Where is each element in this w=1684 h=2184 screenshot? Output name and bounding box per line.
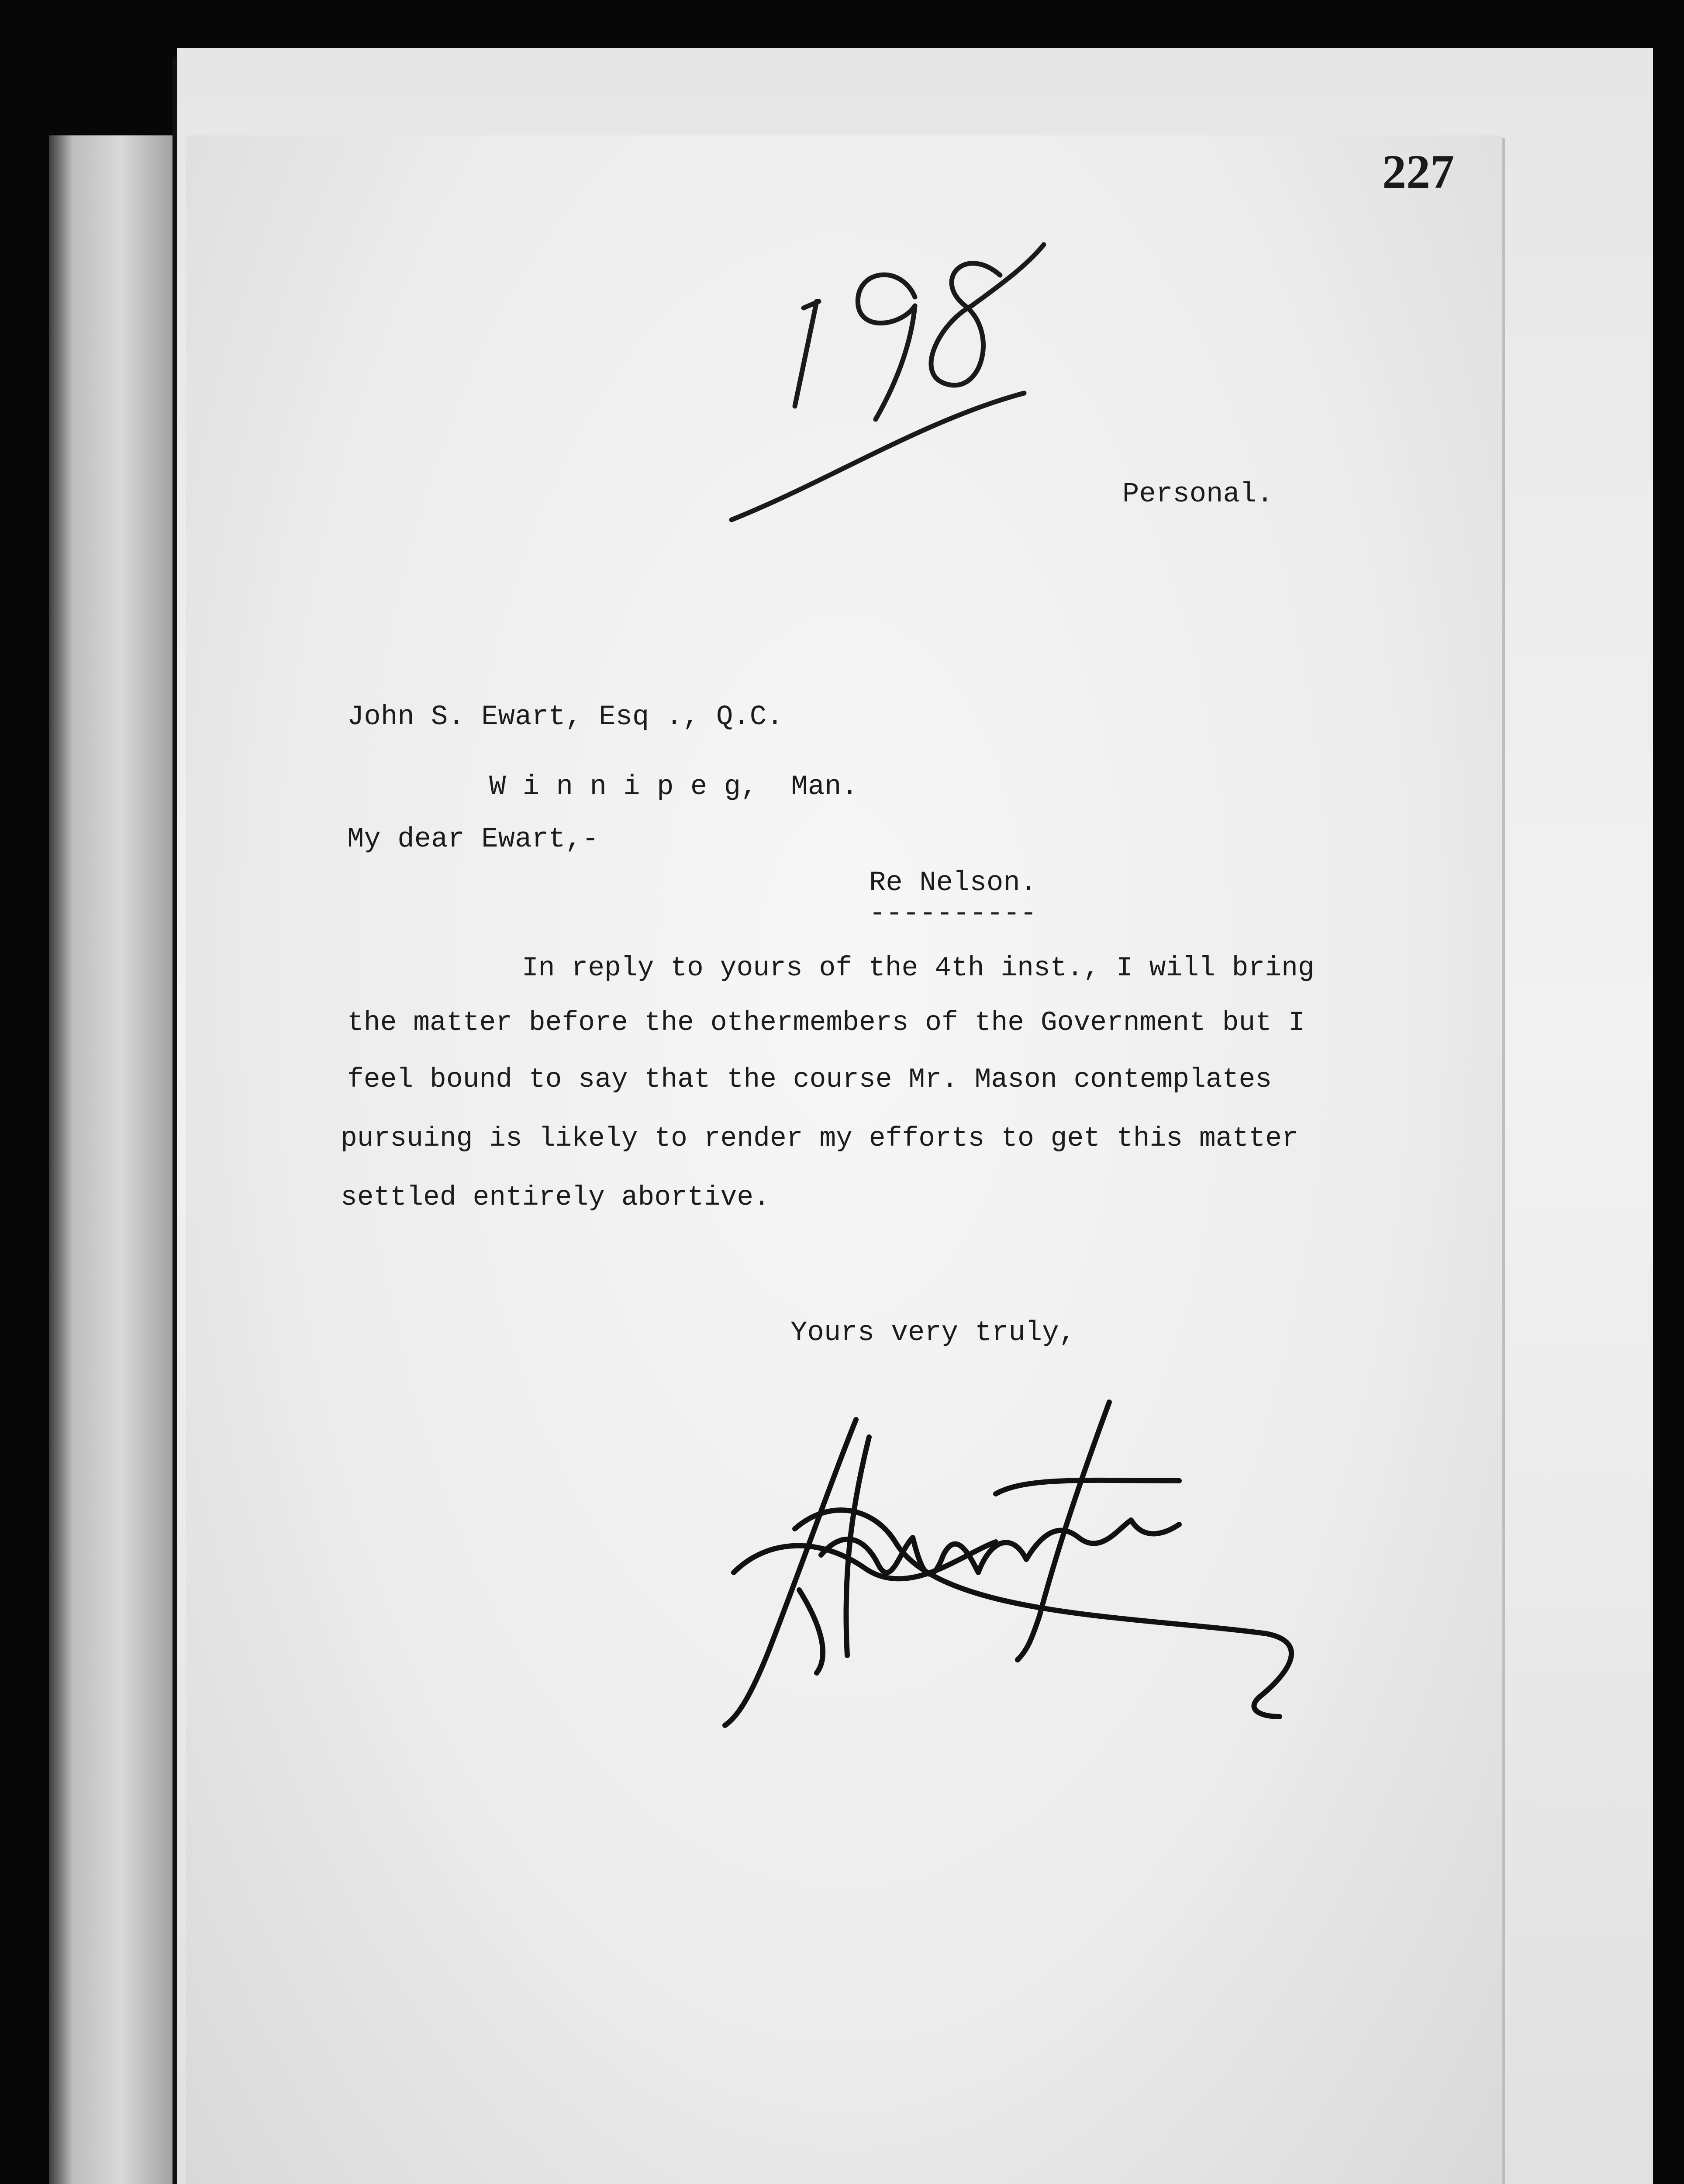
- body-line: the matter before the othermembers of the Government but I: [347, 1007, 1305, 1038]
- body-line: feel bound to say that the course Mr. Mason contemplates: [347, 1064, 1272, 1095]
- subject-line: Re Nelson.: [869, 867, 1037, 899]
- recipient-city: W i n n i p e g, Man.: [489, 771, 858, 803]
- page-number: 227: [1382, 145, 1454, 198]
- body-line: In reply to yours of the 4th inst., I will bring: [522, 953, 1315, 984]
- closing: Yours very truly,: [790, 1317, 1076, 1349]
- subject-underline: ----------: [869, 898, 1037, 930]
- recipient-name: John S. Ewart, Esq ., Q.C.: [347, 702, 783, 733]
- personal-marking: Personal.: [1122, 479, 1273, 510]
- salutation: My dear Ewart,-: [347, 824, 599, 855]
- body-line: pursuing is likely to render my efforts to get this matter: [341, 1123, 1298, 1154]
- body-line: settled entirely abortive.: [341, 1182, 770, 1213]
